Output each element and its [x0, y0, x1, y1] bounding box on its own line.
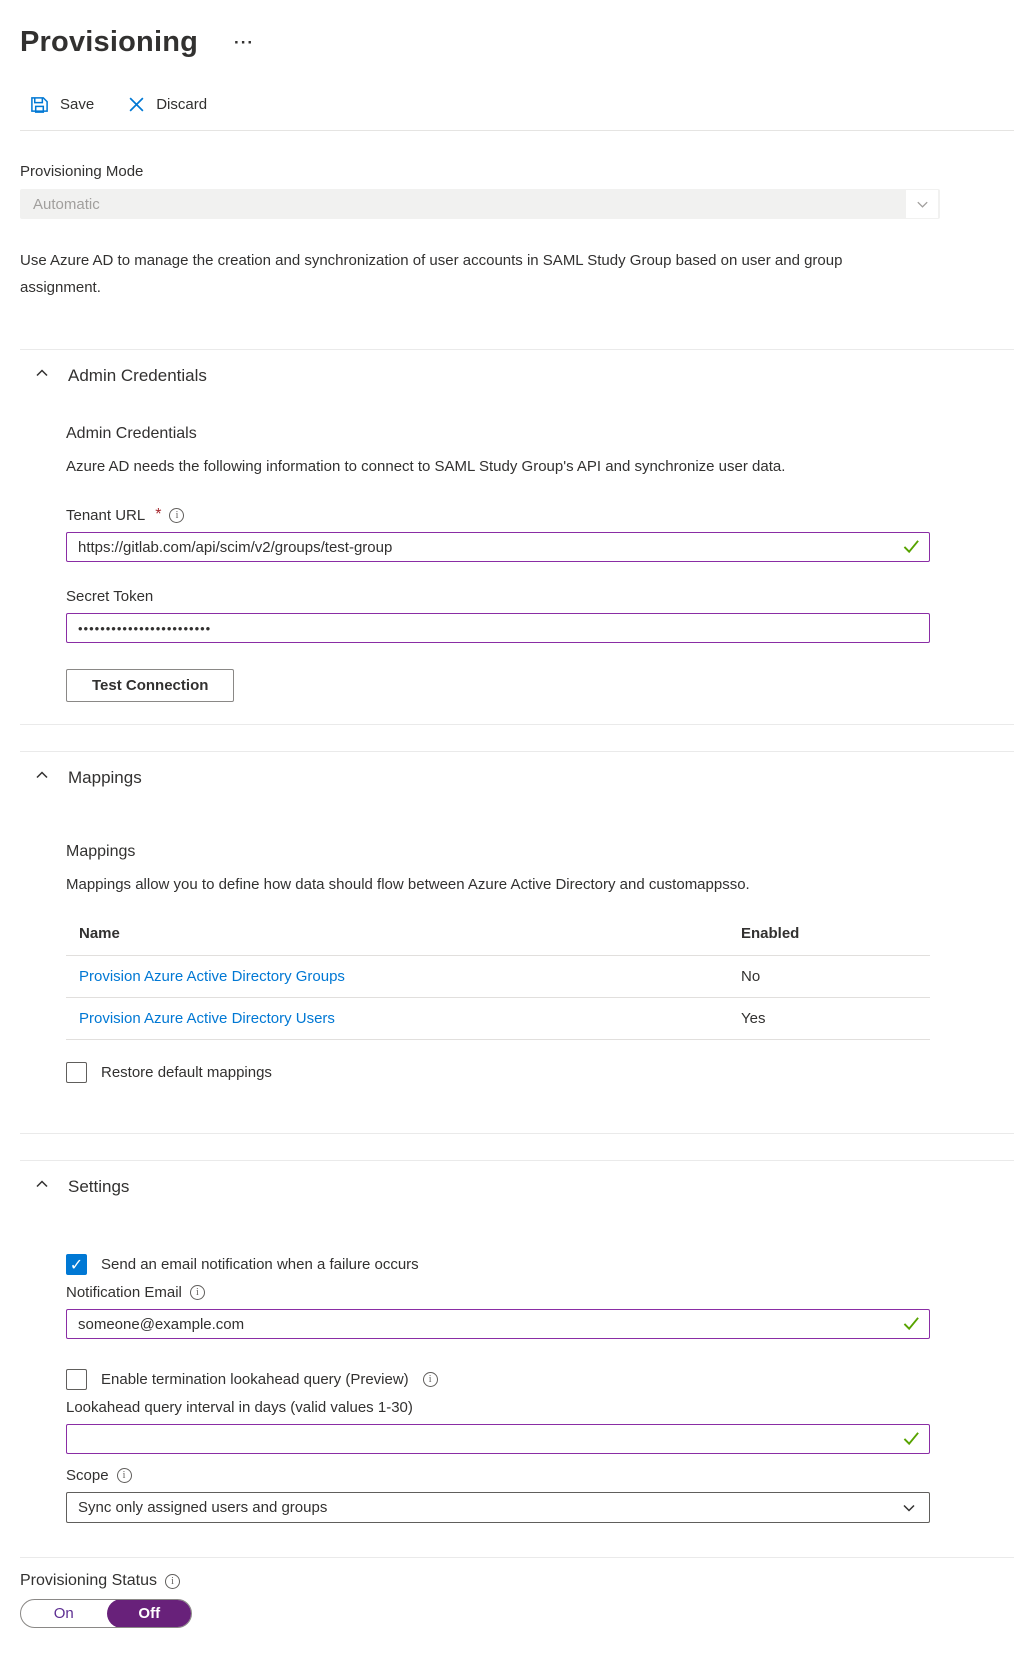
info-icon[interactable]: i [423, 1372, 438, 1387]
valid-check-icon [903, 539, 920, 559]
discard-button[interactable] [128, 96, 207, 113]
test-connection-button[interactable]: Test Connection [66, 669, 234, 702]
discard-label: Discard [156, 96, 208, 113]
section-header-settings[interactable] [0, 1161, 1034, 1212]
chevron-up-icon [34, 767, 50, 788]
page-title: Provisioning [20, 26, 199, 58]
lookahead-query-label: Enable termination lookahead query (Preview) [101, 1371, 409, 1388]
chevron-up-icon [34, 365, 50, 386]
save-icon [30, 95, 49, 114]
lookahead-interval-input-wrap [66, 1424, 930, 1454]
toggle-off-option[interactable]: Off [107, 1599, 193, 1628]
chevron-up-icon [34, 1176, 50, 1197]
valid-check-icon [903, 1316, 920, 1336]
settings-body [66, 1254, 930, 1523]
restore-default-mappings-row [66, 1062, 930, 1083]
section-header-admin-credentials[interactable] [0, 350, 1034, 401]
email-notification-row [66, 1254, 930, 1275]
notification-email-label: Notification Email [66, 1284, 182, 1301]
tenant-url-label-row [66, 506, 930, 524]
scope-label-row [66, 1467, 930, 1484]
tenant-url-label: Tenant URL [66, 506, 146, 524]
valid-check-icon [903, 1431, 920, 1451]
tenant-url-input[interactable] [66, 532, 930, 562]
save-button[interactable] [30, 95, 94, 114]
section-gap [20, 724, 1014, 752]
tenant-url-input-wrap [66, 532, 930, 562]
lookahead-interval-input[interactable] [66, 1424, 930, 1454]
mapping-enabled-value: Yes [741, 1010, 766, 1027]
mapping-link-groups[interactable]: Provision Azure Active Directory Groups [79, 968, 345, 985]
table-row [66, 998, 930, 1040]
mapping-link-users[interactable]: Provision Azure Active Directory Users [79, 1010, 335, 1027]
section-title: Settings [68, 1176, 130, 1196]
mappings-table-header [66, 912, 930, 956]
notification-email-input[interactable] [66, 1309, 930, 1339]
info-icon[interactable]: i [117, 1468, 132, 1483]
restore-default-mappings-checkbox[interactable] [66, 1062, 87, 1083]
lookahead-query-row [66, 1369, 930, 1390]
provisioning-mode-field [20, 163, 940, 219]
section-title: Admin Credentials [68, 365, 207, 385]
section-gap [20, 1133, 1014, 1161]
email-notification-checkbox[interactable]: ✓ [66, 1254, 87, 1275]
lookahead-query-checkbox[interactable] [66, 1369, 87, 1390]
scope-value: Sync only assigned users and groups [78, 1499, 328, 1516]
provisioning-status-block [20, 1572, 1014, 1628]
mappings-subtitle: Mappings [66, 843, 136, 860]
info-icon[interactable]: i [165, 1574, 180, 1589]
mappings-body [66, 843, 930, 1083]
column-header-enabled: Enabled [741, 925, 800, 942]
provisioning-status-label-row [20, 1572, 1014, 1590]
mappings-table [66, 912, 930, 1040]
intro-text: Use Azure AD to manage the creation and synchronization of user accounts in SAML Study Group based on user and group assignment. [20, 252, 843, 296]
info-icon[interactable]: i [169, 508, 184, 523]
toggle-on-option[interactable]: On [53, 1605, 74, 1622]
more-options-icon[interactable]: ··· [234, 32, 255, 52]
mapping-enabled-value: No [741, 968, 761, 985]
column-header-name: Name [79, 925, 120, 942]
info-icon[interactable]: i [190, 1285, 205, 1300]
page-header [0, 0, 1034, 59]
provisioning-mode-select[interactable] [20, 189, 940, 219]
secret-token-label: Secret Token [66, 588, 154, 605]
section-title: Mappings [68, 767, 142, 787]
admin-credentials-body [66, 425, 930, 702]
lookahead-interval-label: Lookahead query interval in days (valid values 1-30) [66, 1399, 413, 1416]
required-asterisk: * [155, 506, 162, 523]
provisioning-status-toggle[interactable] [20, 1599, 192, 1628]
restore-default-mappings-label: Restore default mappings [101, 1064, 272, 1081]
chevron-down-icon [901, 1500, 917, 1516]
scope-label: Scope [66, 1467, 109, 1484]
admin-credentials-subtitle: Admin Credentials [66, 425, 197, 442]
section-header-mappings[interactable] [0, 752, 1034, 803]
email-notification-label: Send an email notification when a failure occurs [101, 1256, 419, 1273]
notification-email-input-wrap [66, 1309, 930, 1339]
chevron-down-icon [906, 190, 938, 218]
secret-token-input-wrap [66, 613, 930, 643]
secret-token-input[interactable] [66, 613, 930, 643]
divider [20, 1557, 1014, 1558]
command-bar [20, 95, 1014, 131]
provisioning-status-label: Provisioning Status [20, 1572, 157, 1589]
discard-x-icon [128, 96, 145, 113]
table-row [66, 956, 930, 998]
notification-email-label-row [66, 1284, 930, 1301]
scope-select[interactable] [66, 1492, 930, 1523]
provisioning-mode-value: Automatic [33, 195, 100, 213]
admin-credentials-description: Azure AD needs the following information to connect to SAML Study Group's API and synchronize user data. [66, 458, 786, 475]
mappings-description: Mappings allow you to define how data should flow between Azure Active Directory and customappsso. [66, 876, 750, 893]
provisioning-mode-label: Provisioning Mode [20, 163, 144, 180]
save-label: Save [60, 96, 95, 113]
